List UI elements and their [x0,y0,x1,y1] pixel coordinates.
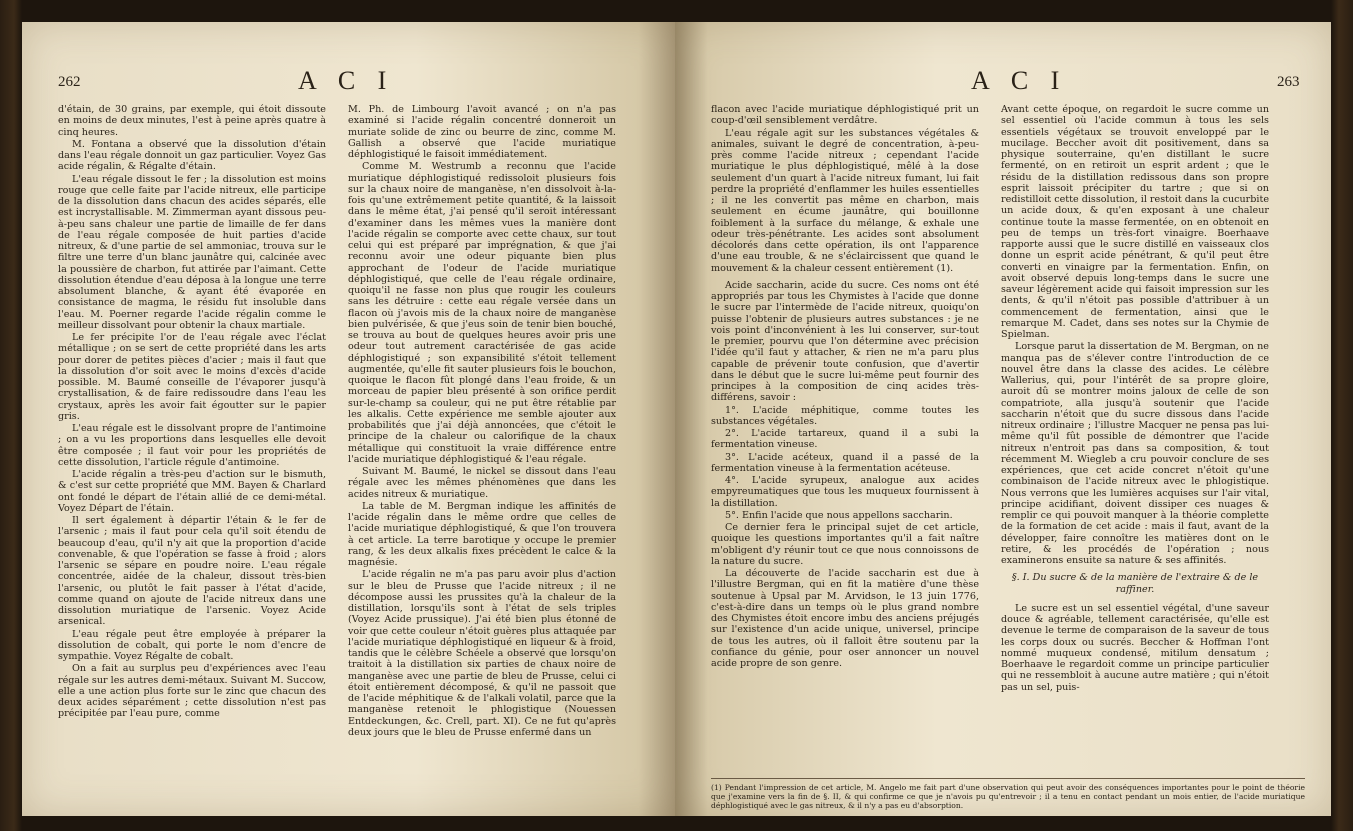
paragraph: La découverte de l'acide saccharin est due à l'illustre Bergman, qui en fit la matière d'une thèse soutenue à Upsal par M. Arvidson, le 13 juin 1776, c'est-à-dire dans un temps où le plus grand nombre des Chymistes étoit encore imbu des anciens préjugés sur l'existence d'un acide unique, universel, principe de tous les autres, où il falloit être soutenu par la confiance du génie, pour oser annoncer un nouvel acide propre de son genre. [711,568,979,669]
paragraph: flacon avec l'acide muriatique déphlogistiqué prit un coup-d'œil sensiblement verdâtre. [711,104,979,127]
left-column-2 [348,104,616,739]
paragraph: Le fer précipite l'or de l'eau régale avec l'éclat métallique ; on se sert de cette propriété dans les arts pour dorer de petites pièces d'acier ; mais il faut que la dissolution d'or soit avec le moins d'excès d'acide possible. M. Baumé conseille de l'évaporer jusqu'à crystallisation, & de faire redissoudre dans l'eau les crystaux, après les avoir fait égoutter sur le papier gris. [58,332,326,422]
paragraph: L'eau régale peut être employée à préparer la dissolution de cobalt, qui porte le nom d'encre de sympathie. Voyez Régalte de cobalt. [58,628,326,662]
paragraph: Acide saccharin, acide du sucre. Ces noms ont été appropriés par tous les Chymistes à l'acide que donne le sucre par l'intermède de l'acide nitreux, quoiqu'on puisse l'obtenir de plusieurs autres substances : je ne vois point d'inconvénient à les lui conserver, sur-tout le premier, pourvu que l'on détermine avec précision l'idée qu'il faut y attacher, & rien ne m'a paru plus capable de prévenir toute confusion, que d'avertir dans le début que le sucre lui-même peut fournir des principes à la composition de cinq acides très-différens, savoir : [711,279,979,404]
left-page-number: 262 [58,74,81,90]
paragraph: Suivant M. Baumé, le nickel se dissout dans l'eau régale avec les mêmes phénomènes que dans les acides nitreux & muriatique. [348,466,616,500]
paragraph: Le sucre est un sel essentiel végétal, d'une saveur douce & agréable, tellement caractérisée, qu'elle est devenue le terme de comparaison de la saveur de tous les corps doux ou sucrés. Beccher & Hoffman l'ont nommé muqueux condensé, mitilum densatum ; Boerhaave le regardoit comme un principe particulier qui ne ressembloit à aucune autre matière ; qui n'étoit pas un sel, puis- [1001,602,1269,693]
right-column-1 [711,104,979,670]
right-running-head: A C I [971,66,1068,95]
paragraph: 2°. L'acide tartareux, quand il a subi la fermentation vineuse. [711,428,979,451]
paragraph: L'eau régale est le dissolvant propre de l'antimoine ; on a vu les proportions dans lesquelles elle devoit être composée ; il faut voir pour les propriétés de cette dissolution, l'article régule d'antimoine. [58,423,326,468]
paragraph: L'eau régale agit sur les substances végétales & animales, suivant le degré de concentration, à-peu-près comme l'acide nitreux ; cependant l'acide muriatique le plus déphlogistiqué, mêlé à la dose seulement d'un quart à l'acide nitreux fumant, lui fait perdre la propriété d'enflammer les huiles essentielles ; il ne les convertit pas même en charbon, mais seulement en écume jaunâtre, qui bouillonne foiblement à la surface du mélange, & exhale une odeur très-pénétrante. Les acides sont absolument décolorés dans cette opération, ils ont l'apparence d'une eau trouble, & ne s'éclaircissent que quand le mouvement & la chaleur cessent entièrement (1). [711,127,979,274]
paragraph: L'acide régalin a très-peu d'action sur le bismuth, & c'est sur cette propriété que MM. Bayen & Charlard ont fondé le départ de l'étain allié de ce demi-métal. Voyez Départ de l'étain. [58,469,326,514]
right-header [711,66,1305,96]
paragraph: On a fait au surplus peu d'expériences avec l'eau régale sur les autres demi-métaux. Suivant M. Succow, elle a une action plus forte sur le zinc que chacun des deux acides séparément ; cette dissolution n'est pas précipitée par l'eau pure, comme [58,663,326,720]
left-column-1 [58,104,326,721]
footnote: (1) Pendant l'impression de cet article, M. Angelo me fait part d'une observation qui peut avoir des conséquences importantes pour le point de théorie que j'examine vers la fin de §. II, & qui confirme ce que je n'avois pu qu'entrevoir ; il a tenu en contact pendant un mois entier, de l'acide muriatique déphlogistiqué avec le gas nitreux, & il n'y a pas eu d'absorption. [711,778,1305,810]
paragraph: d'étain, de 30 grains, par exemple, qui étoit dissoute en moins de deux minutes, l'est à peine après quatre à cinq heures. [58,104,326,138]
paragraph: L'acide régalin ne m'a pas paru avoir plus d'action sur le bleu de Prusse que l'acide nitreux ; il ne décompose aussi les prussites qu'à la chaleur de la distillation, lorsqu'ils sont à l'état de sels triples (Voyez Acide prussique). J'ai été bien plus étonné de voir que cette couleur n'étoit guères plus attaquée par l'acide muriatique déphlogistiqué en liqueur & à froid, tandis que le célèbre Schéele a observé que lorsqu'on traitoit à la distillation six parties de chaux noire de manganèse avec une partie de bleu de Prusse, celui ci étoit entièrement décomposé, & qu'il ne passoit que de l'acide méphitique & de l'alkali volatil, parce que la manganèse retenoit le phlogistique (Nouessen Entdeckungen, &c. Crell, part. XI). Ce ne fut qu'après deux jours que le bleu de Prusse enfermé dans un [348,569,616,738]
paragraph: 3°. L'acide acéteux, quand il a passé de la fermentation vineuse à la fermentation acéteuse. [711,451,979,474]
paragraph: Avant cette époque, on regardoit le sucre comme un sel essentiel où l'acide commun à tous les sels essentiels végétaux se trouvoit enveloppé par le mucilage. Beccher avoit dit positivement, dans sa physique souterraine, qu'en distillant le sucre fermenté, on en retiroit un esprit ardent ; que le résidu de la distillation redissous dans son propre esprit laissoit précipiter du tartre ; que si on redistilloit cette dissolution, il restoit dans la cucurbite un acide doux, & qu'en exposant à une chaleur continue toute la masse fermentée, on en obtenoit en peu de temps un très-fort vinaigre. Boerhaave rapporte aussi que le sucre distillé en vaisseaux clos donne un esprit acide pénétrant, & qu'il peut être converti en vinaigre par la fermentation. Enfin, on avoit observé depuis long-temps dans le sucre une saveur légèrement acide qui faisoit impression sur les dents, & qu'il n'étoit pas possible d'attribuer à un commencement de fermentation, ainsi que le remarque M. Cadet, dans ses notes sur la Chymie de Spielman. [1001,104,1270,340]
paragraph: La table de M. Bergman indique les affinités de l'acide régalin dans le même ordre que celles de l'acide muriatique déphlogistiqué, & que l'on trouvera à cet article. La terre barotique y occupe le premier rang, & les deux alkalis fixes précèdent le calce & la magnésie. [348,500,616,568]
paragraph: 5°. Enfin l'acide que nous appellons saccharin. [725,509,953,521]
paragraph: L'eau régale dissout le fer ; la dissolution est moins rouge que celle faite par l'acide nitreux, elle participe de la dissolution dans chacun des acides séparés, elle est incrystallisable. M. Zimmerman ayant dissous peu-à-peu sans chaleur une partie de limaille de fer dans de l'eau régale composée de huit parties d'acide nitreux, & d'une partie de sel ammoniac, trouva sur le filtre une terre d'un blanc jaunâtre qui, calcinée avec la poussière de charbon, fut attirée par l'aimant. Cette dissolution étendue d'eau déposa à la longue une terre absolument blanche, & ayant été évaporée en consistance de magma, le résidu fut insoluble dans l'eau. M. Poerner regarde l'acide régalin comme le meilleur dissolvant pour obtenir la chaux martiale. [58,173,326,331]
paragraph: M. Ph. de Limbourg l'avoit avancé ; on n'a pas examiné si l'acide régalin concentré donneroit un muriate solide de zinc ou beurre de zinc, comme M. Gallish a observé que l'acide muriatique déphlogistiqué le faisoit immédiatement. [348,104,616,160]
left-page [22,22,678,816]
paragraph: Il sert également à départir l'étain & le fer de l'arsenic ; mais il faut pour cela qu'il soit étendu de beaucoup d'eau, qu'il n'y ait que la proportion d'acide convenable, & que l'opération se fasse à froid ; alors l'arsenic se sépare en poudre noire. L'eau régale concentrée, aidée de la chaleur, dissout très-bien l'arsenic, ou plutôt le fait passer à l'état d'acide, comme quand on ajoute de l'acide nitreux dans une dissolution muriatique de l'arsenic. Voyez Acide arsenical. [58,515,326,628]
paragraph: 1°. L'acide méphitique, comme toutes les substances végétales. [711,404,979,427]
paragraph: 4°. L'acide syrupeux, analogue aux acides empyreumatiques que tous les muqueux fournissent à la distillation. [711,475,979,509]
left-header [58,66,652,96]
paragraph: Ce dernier fera le principal sujet de cet article, quoique les questions importantes qu'il a fait naître m'obligent d'y réunir tout ce que nous connoissons de la nature du sucre. [711,522,979,567]
right-column-2 [1001,104,1269,694]
right-page [675,22,1331,816]
left-running-head: A C I [298,66,395,95]
section-title: §. I. Du sucre & de la manière de l'extraire & de le raffiner. [1011,572,1259,595]
paragraph: Lorsque parut la dissertation de M. Bergman, on ne manqua pas de s'élever contre l'introduction de ce nouvel être dans la classe des acides. Le célèbre Wallerius, qui, pour l'intérêt de sa propre gloire, auroit dû se montrer moins jaloux de celle de son compatriote, alla jusqu'à soutenir que l'acide saccharin n'étoit que du sucre dissous dans l'acide nitreux ordinaire ; l'illustre Macquer ne pensa pas lui-même qu'il fût possible de démontrer que l'acide nitreux n'entroit pas dans sa composition, & tout récemment M. Wiegleb a cru pouvoir conclure de ses expériences, que cet acide concret n'étoit qu'une combinaison de l'acide nitreux avec le phlogistique. Nous verrons que les lumières acquises sur l'air vital, principe acidifiant, doivent dissiper ces nuages & remplir ce qui pouvoit manquer à la théorie complette de la formation de cet acide : mais il faut, avant de la développer, faire connoître les matières dont on le retire, & les procédés de l'opération ; nous examinerons ensuite sa nature & ses affinités. [1001,341,1269,566]
paragraph: Comme M. Westrumb a reconnu que l'acide muriatique déphlogistiqué redissoloit plusieurs fois sur la chaux noire de manganèse, n'en dissolvoit à-la-fois qu'une extrêmement petite quantité, & la laissoit dans le même état, j'ai pensé qu'il seroit intéressant d'examiner dans les mêmes vues la manière dont l'acide régalin se comporte avec cette chaux, sur tout celui qui est préparé par imprégnation, & que j'ai reconnu avoir une odeur piquante bien plus approchant de l'odeur de l'acide muriatique déphlogistiqué, que celle de l'eau régale ordinaire, quoiqu'il ne fasse non plus que rougir les couleurs sans les détruire : cette eau régale versée dans un flacon où j'avois mis de la chaux noire de manganèse bien pulvérisée, & que j'eus soin de tenir bien bouché, se trouva au bout de quelques heures avoir pris une odeur tout autrement caractérisée de gas acide déphlogistiqué ; son expansibilité s'étoit tellement augmentée, qu'elle fit sauter plusieurs fois le bouchon, quoique le flacon fût plongé dans l'eau froide, & un morceau de papier bleu présenté à son orifice perdit sur-le-champ sa couleur, qui ne put être rétablie par les alkalis. Cette expérience me semble ajouter aux probabilités que j'ai déjà annoncées, que c'étoit le principe de la chaleur ou calorifique de la chaux métallique qui constituoit la vraie différence entre l'acide muriatique déphlogistiqué & l'eau régale. [348,161,616,465]
right-page-number: 263 [1277,74,1300,90]
paragraph: M. Fontana a observé que la dissolution d'étain dans l'eau régale donnoit un gaz particulier. Voyez Gas acide régalin, & Régalte d'étain. [58,138,326,173]
